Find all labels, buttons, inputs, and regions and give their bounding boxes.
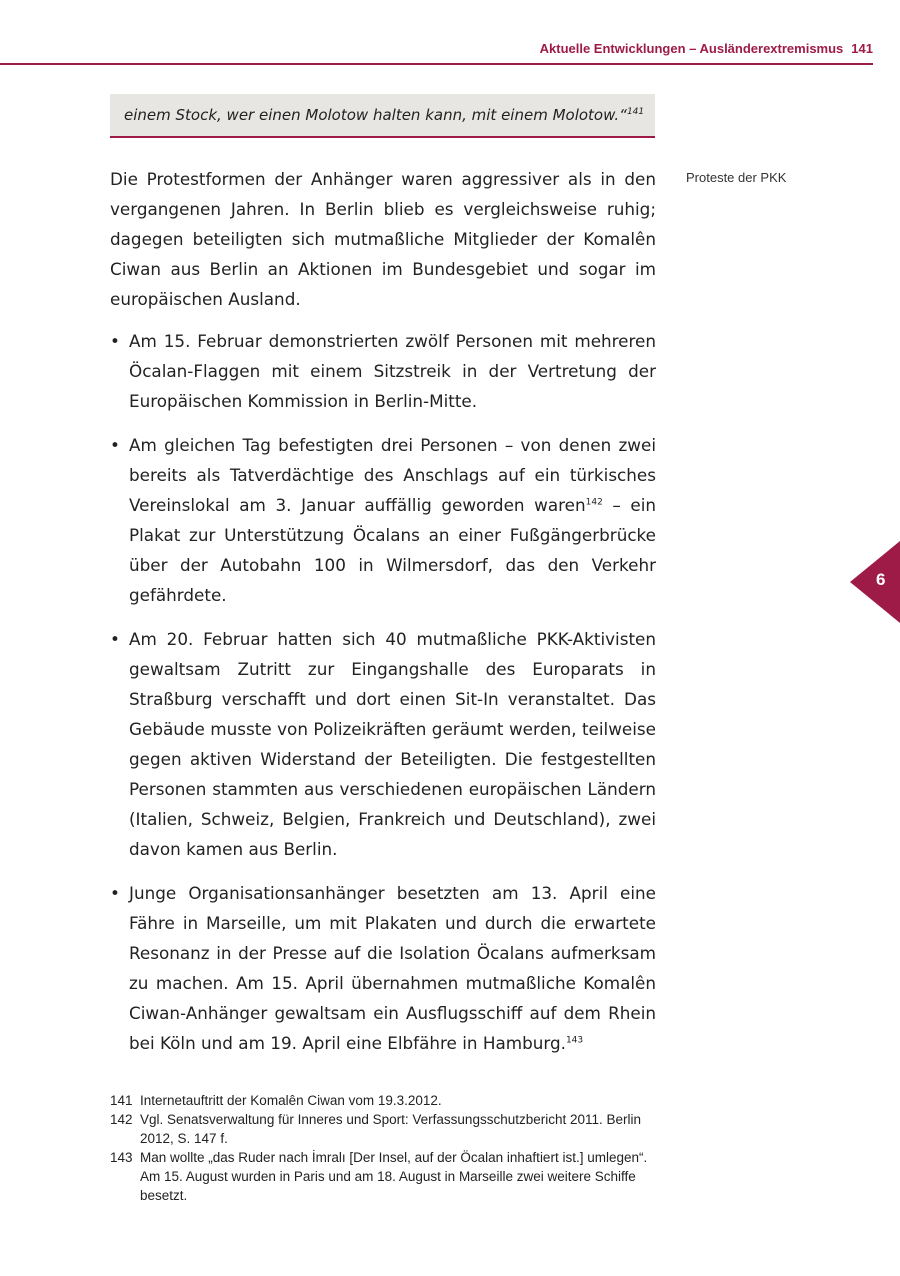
- bullet-marker: •: [110, 331, 120, 351]
- footnote-text: Man wollte „das Ruder nach İmralı [Der Insel, auf der Öcalan inhaftiert ist.] umlegen“. Am 15. August wurden in Paris und am 18. August in Marseille zwei weitere Schiffe besetzt.: [140, 1150, 648, 1203]
- footnote: [110, 1110, 656, 1148]
- footnote-number: 143: [110, 1150, 133, 1165]
- intro-paragraph: Die Protestformen der Anhänger waren aggressiver als in den vergangenen Jahren. In Berlin blieb es vergleichsweise ruhig; dagegen beteiligten sich mutmaßliche Mitglieder der Komalên Ciwan aus Berlin an Aktionen im Bundesgebiet und sogar im europäischen Ausland.: [110, 169, 656, 309]
- bullet-list: [110, 326, 656, 1072]
- list-item-text: Am 20. Februar hatten sich 40 mutmaßliche PKK-Aktivisten gewaltsam Zutritt zur Eingangshalle des Europarats in Straßburg verschafft und dort einen Sit-In veranstaltet. Das Gebäude musste von Polizeikräften geräumt werden, teilweise gegen aktiven Widerstand der Beteiligten. Die festgestellten Personen stammten aus verschiedenen europäischen Ländern (Italien, Schweiz, Belgien, Frankreich und Deutschland), zwei davon kamen aus Berlin.: [129, 629, 656, 859]
- footnote-text: Internetauftritt der Komalên Ciwan vom 19.3.2012.: [140, 1093, 442, 1108]
- quote-body: einem Stock, wer einen Molotow halten kann, mit einem Molotow.“: [124, 106, 627, 124]
- footnote-ref-143[interactable]: 143: [565, 1035, 584, 1046]
- footnote-text: Vgl. Senatsverwaltung für Inneres und Sport: Verfassungsschutzbericht 2011. Berlin 2012, S. 147 f.: [140, 1112, 642, 1146]
- list-item-text: Junge Organisationsanhänger besetzten am 13. April eine Fähre in Marseille, um mit Plakaten und durch die erwartete Resonanz in der Presse auf die Isolation Öcalans aufmerksam zu machen. Am 15. April übernahmen mutmaßliche Komalên Ciwan-Anhänger gewaltsam ein Ausflugsschiff auf dem Rhein bei Köln und am 19. April eine Elbfähre in Hamburg.: [129, 883, 656, 1053]
- footnote-number: 141: [110, 1093, 133, 1108]
- header-title: Aktuelle Entwicklungen – Ausländerextremismus: [539, 41, 844, 56]
- bullet-marker: •: [110, 883, 120, 903]
- quote-box: [110, 94, 655, 138]
- bullet-marker: •: [110, 629, 120, 649]
- list-item: [110, 624, 656, 864]
- footnotes: [110, 1091, 656, 1205]
- footnote-number: 142: [110, 1112, 133, 1127]
- margin-note: Proteste der PKK: [686, 170, 787, 185]
- bullet-marker: •: [110, 435, 120, 455]
- page-number: 141: [851, 41, 873, 56]
- list-item-text-continued: – ein Plakat zur Unterstützung Öcalans an einer Fußgängerbrücke über der Autobahn 100 in Wilmersdorf, das den Verkehr gefährdete.: [129, 495, 656, 605]
- list-item: [110, 878, 656, 1058]
- chapter-number: 6: [876, 570, 886, 589]
- footnote-ref-141[interactable]: 141: [626, 107, 645, 117]
- quote-text: [124, 106, 644, 124]
- list-item: [110, 430, 656, 610]
- running-header: [540, 41, 873, 56]
- list-item-text: Am 15. Februar demonstrierten zwölf Personen mit mehreren Öcalan-Flaggen mit einem Sitzstreik in der Vertretung der Europäischen Kommission in Berlin-Mitte.: [129, 331, 656, 411]
- list-item: [110, 326, 656, 416]
- footnote: [110, 1091, 656, 1110]
- footnote-ref-142[interactable]: 142: [585, 497, 603, 508]
- list-item-text: Am gleichen Tag befestigten drei Personen – von denen zwei bereits als Tatverdächtige des Anschlags auf ein türkisches Vereinslokal am 3. Januar auffällig geworden waren: [129, 435, 656, 515]
- chapter-tab[interactable]: [850, 541, 900, 623]
- footnote: [110, 1148, 656, 1205]
- header-rule: [0, 63, 873, 65]
